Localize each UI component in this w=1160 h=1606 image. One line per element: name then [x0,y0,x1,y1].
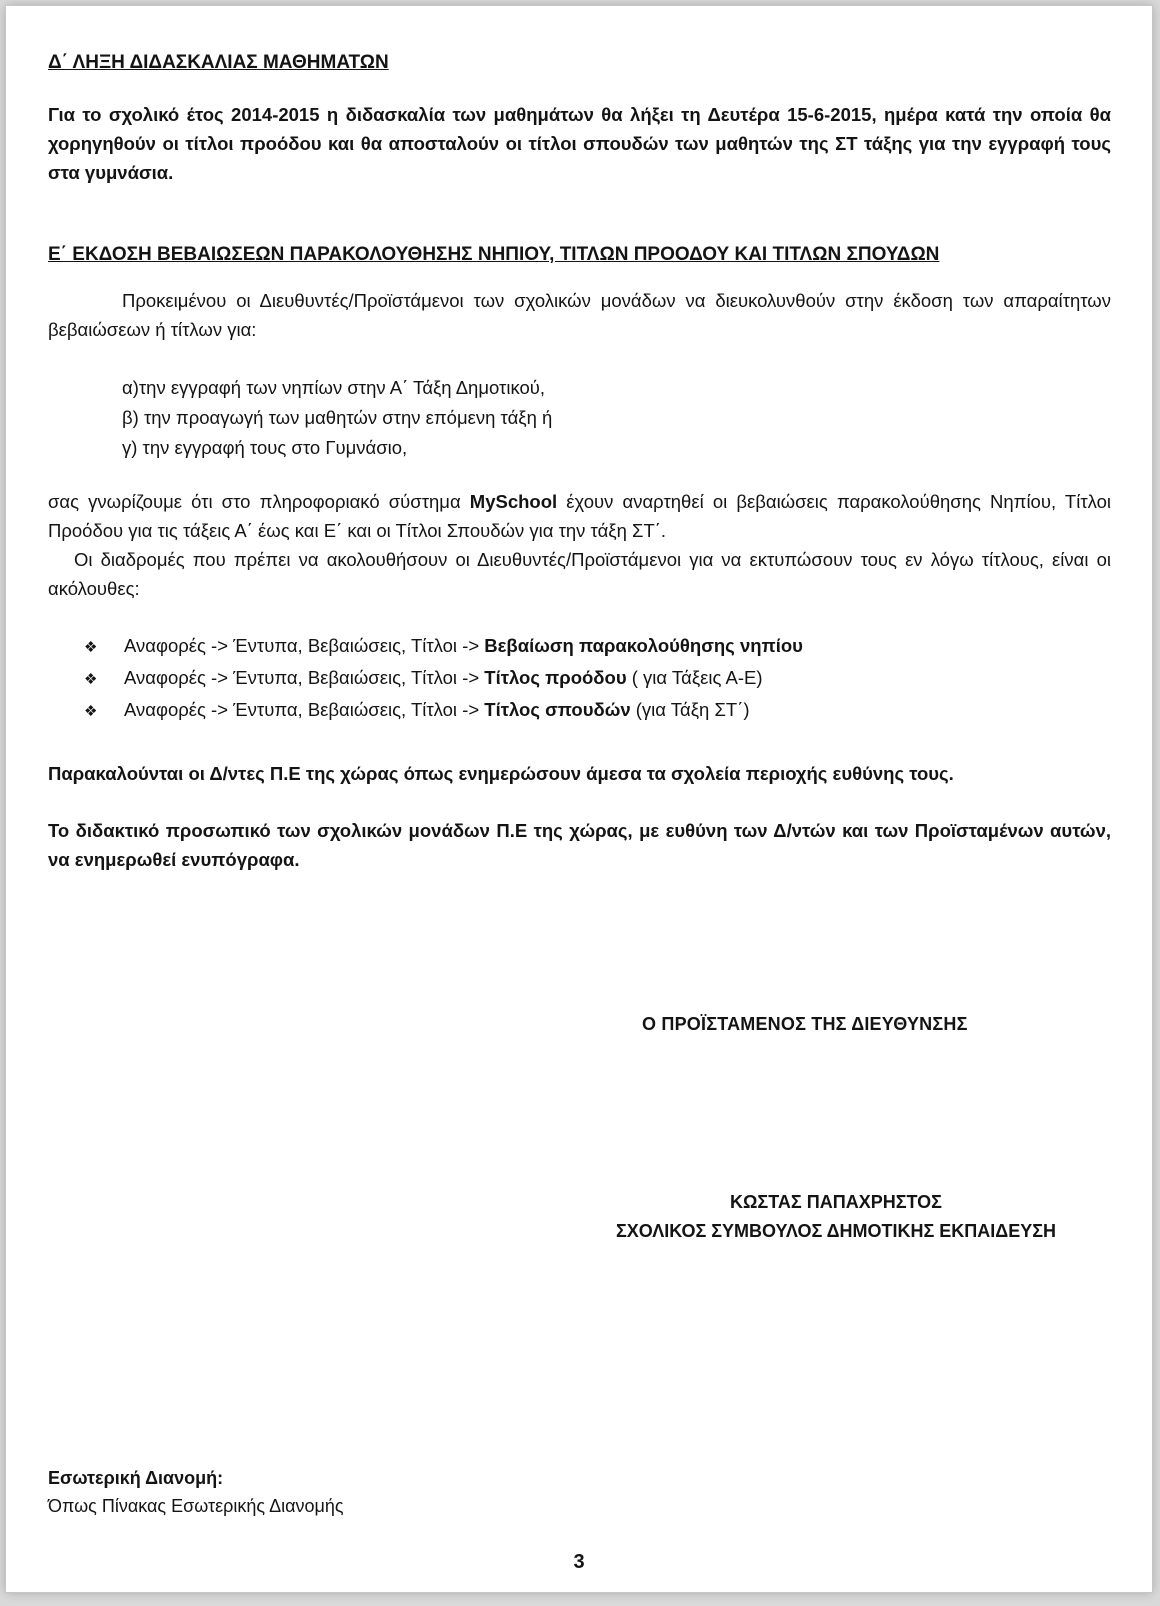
notice-text-before: σας γνωρίζουμε ότι στο πληροφοριακό σύστημα [48,491,470,512]
purpose-item: α)την εγγραφή των νηπίων στην Α΄ Τάξη Δημοτικού, [122,377,546,398]
signature-title: Ο ΠΡΟΪΣΤΑΜΕΝΟΣ ΤΗΣ ΔΙΕΥΘΥΝΣΗΣ [642,1014,968,1034]
section-d-heading: Δ΄ ΛΗΞΗ ΔΙΔΑΣΚΑΛΙΑΣ ΜΑΘΗΜΑΤΩΝ [48,52,389,73]
diamond-bullet-icon: ❖ [84,671,98,688]
myschool-name: MySchool [469,491,558,512]
path-item [84,631,1111,663]
diamond-bullet-icon: ❖ [84,639,98,656]
distribution-value: Όπως Πίνακας Εσωτερικής Διανομής [48,1496,344,1516]
section-d-text: Για το σχολικό έτος 2014-2015 η διδασκαλία των μαθημάτων θα λήξει τη Δευτέρα 15-6-2015, ημέρα κατά την οποία θα χορηγηθούν οι τίτλοι προόδου και θα αποσταλούν οι τίτλοι σπουδών των μαθητών της ΣΤ τάξης για την εγγραφή τους στα γυμνάσια. [48,104,1111,183]
myschool-notice [48,487,1111,545]
document-body [48,48,1111,874]
request-paragraph: Παρακαλούνται οι Δ/ντες Π.Ε της χώρας όπως ενημερώσουν άμεσα τα σχολεία περιοχής ευθύνης τους. [48,763,954,784]
section-e-intro: Προκειμένου οι Διευθυντές/Προϊστάμενοι των σχολικών μονάδων να διευκολυνθούν στην έκδοση των απαραίτητων βεβαιώσεων ή τίτλων για: [48,290,1111,340]
distribution-label: Εσωτερική Διανομή: [48,1468,224,1488]
document-page [6,6,1152,1592]
path-item [84,695,1111,727]
signatory-role: ΣΧΟΛΙΚΟΣ ΣΥΜΒΟΥΛΟΣ ΔΗΜΟΤΙΚΗΣ ΕΚΠΑΙΔΕΥΣΗ [615,1221,1057,1241]
path-target: Βεβαίωση παρακολούθησης νηπίου [484,635,803,656]
signatory-name: ΚΩΣΤΑΣ ΠΑΠΑΧΡΗΣΤΟΣ [730,1192,942,1212]
path-prefix: Αναφορές -> Έντυπα, Βεβαιώσεις, Τίτλοι -> [124,699,485,720]
path-suffix: (για Τάξη ΣΤ΄) [630,699,750,720]
signature-block [586,1188,1086,1246]
purpose-item: γ) την εγγραφή τους στο Γυμνάσιο, [122,437,408,458]
path-prefix: Αναφορές -> Έντυπα, Βεβαιώσεις, Τίτλοι -> [124,667,485,688]
diamond-bullet-icon: ❖ [84,703,98,720]
section-e-heading: Ε΄ ΕΚΔΟΣΗ ΒΕΒΑΙΩΣΕΩΝ ΠΑΡΑΚΟΛΟΥΘΗΣΗΣ ΝΗΠΙΟΥ, ΤΙΤΛΩΝ ΠΡΟΟΔΟΥ ΚΑΙ ΤΙΤΛΩΝ ΣΠΟΥΔΩΝ [48,244,940,265]
path-suffix: ( για Τάξεις Α-Ε) [626,667,763,688]
path-target: Τίτλος προόδου [484,667,627,688]
path-list [48,631,1111,727]
path-target: Τίτλος σπουδών [484,699,631,720]
notice-text-after: έχουν αναρτηθεί οι βεβαιώσεις παρακολούθησης Νηπίου, Τίτλοι Προόδου για τις τάξεις Α΄ έως και Ε΄ και οι Τίτλοι Σπουδών για την τάξη ΣΤ΄. [48,491,1111,541]
path-item [84,663,1111,695]
staff-paragraph: Το διδακτικό προσωπικό των σχολικών μονάδων Π.Ε της χώρας, με ευθύνη των Δ/ντών και των Προϊσταμένων αυτών, να ενημερωθεί ενυπόγραφα. [48,820,1111,870]
page-number: 3 [573,1551,585,1573]
internal-distribution [48,1464,344,1520]
paths-intro: Οι διαδρομές που πρέπει να ακολουθήσουν οι Διευθυντές/Προϊστάμενοι για να εκτυπώσουν τους εν λόγω τίτλους, είναι οι ακόλουθες: [48,549,1111,599]
purpose-item: β) την προαγωγή των μαθητών στην επόμενη τάξη ή [122,407,553,428]
purpose-list [48,373,1111,463]
path-prefix: Αναφορές -> Έντυπα, Βεβαιώσεις, Τίτλοι -> [124,635,485,656]
